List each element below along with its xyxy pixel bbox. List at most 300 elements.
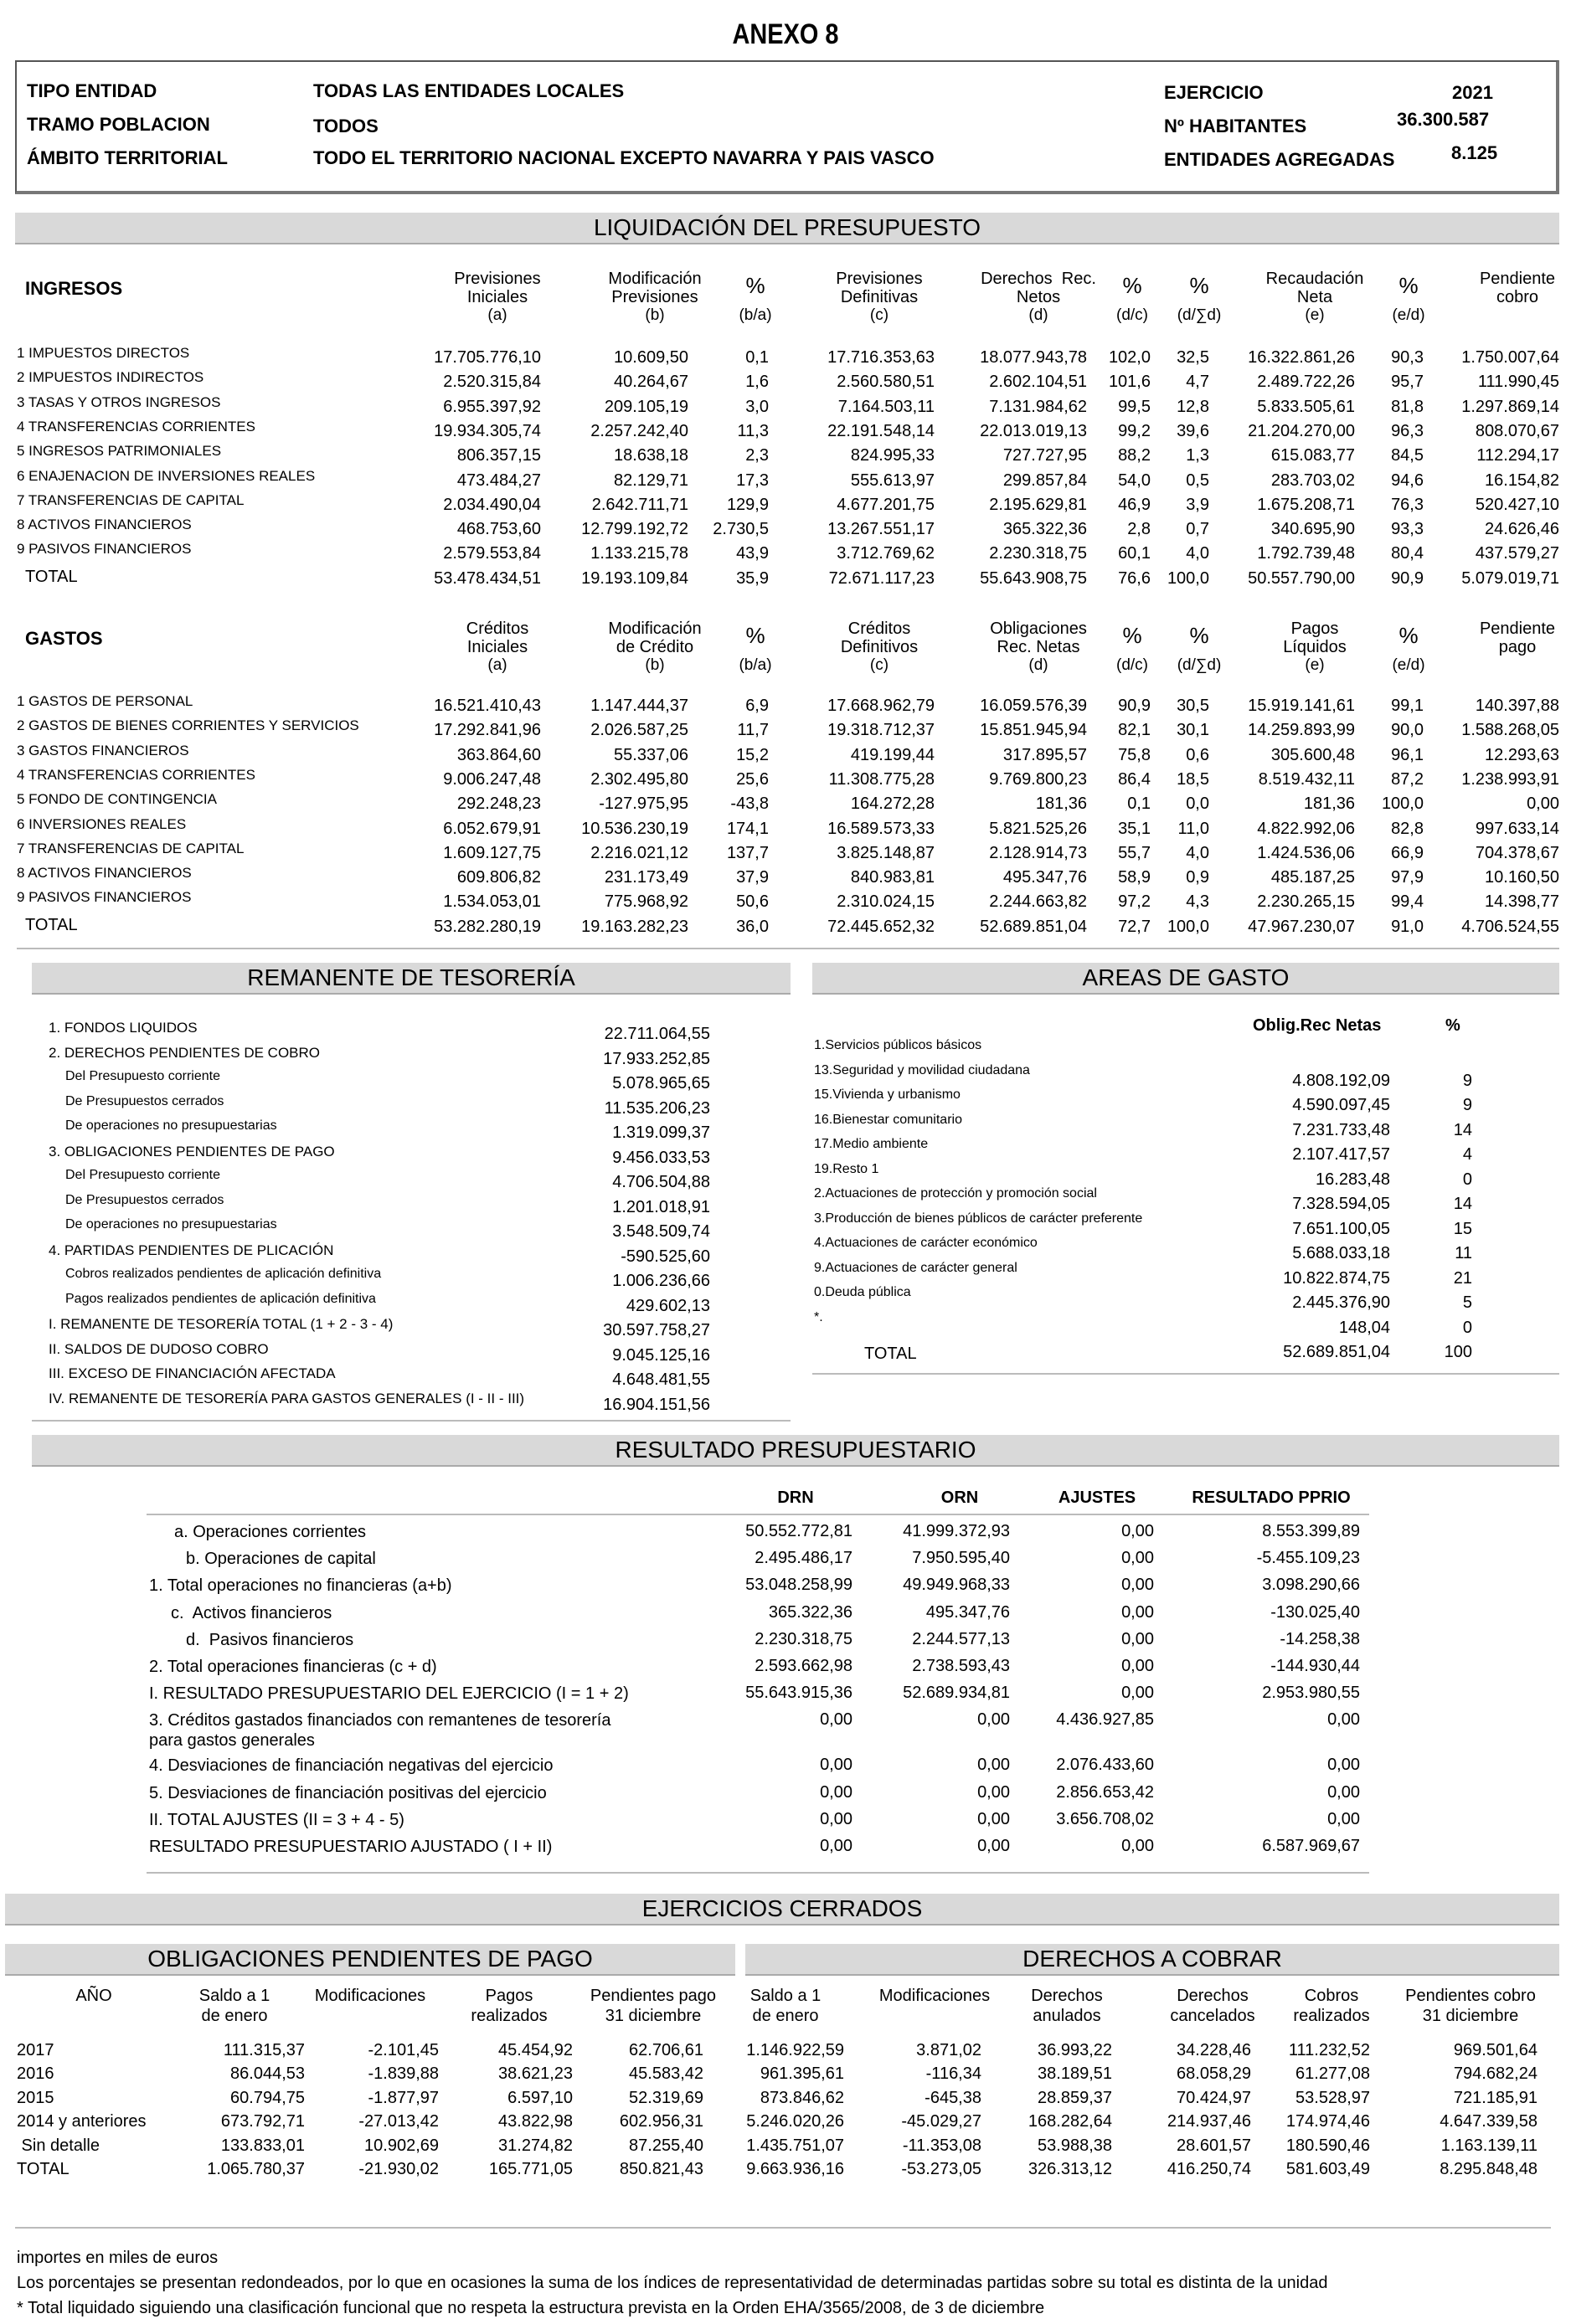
ingresos-cell: 2.730,5 <box>713 520 769 539</box>
resultado-cell: 0,00 <box>1121 1837 1154 1855</box>
ingresos-row-label: 7 TRANSFERENCIAS DE CAPITAL <box>17 491 245 508</box>
gastos-cell: 317.895,57 <box>1002 745 1087 764</box>
areas-row-label: 19.Resto 1 <box>814 1161 879 1176</box>
areas-row-value: 148,04 <box>1338 1318 1390 1337</box>
tipo-entidad-label: TIPO ENTIDAD <box>27 80 157 101</box>
ingresos-col-subheader: (d/∑d) <box>1177 306 1222 324</box>
resultado-cell: 2.856.653,42 <box>1056 1782 1154 1802</box>
gastos-col-subheader: (b) <box>645 656 665 674</box>
oblig-pendientes-title: OBLIGACIONES PENDIENTES DE PAGO <box>5 1944 735 1976</box>
remanente-row-value: 4.706.504,88 <box>612 1173 710 1191</box>
gastos-cell: 30,1 <box>1177 721 1209 740</box>
ingresos-cell: 19.934.305,74 <box>434 421 541 440</box>
agregadas-value: 8.125 <box>1451 142 1498 163</box>
gastos-cell: 30,5 <box>1177 697 1209 715</box>
cerrados-cell: 8.295.848,48 <box>1440 2160 1538 2178</box>
areas-row-value: 16.283,48 <box>1316 1170 1390 1189</box>
ingresos-col-subheader: (b) <box>645 306 665 324</box>
resultado-cell: 0,00 <box>1121 1576 1154 1595</box>
cerrados-cell: 4.647.339,58 <box>1440 2112 1538 2131</box>
ingresos-row-label: 8 ACTIVOS FINANCIEROS <box>17 517 192 533</box>
gastos-col-header: Créditos Iniciales <box>466 620 529 656</box>
gastos-col-subheader: (d) <box>1028 656 1048 674</box>
gastos-cell: 15,2 <box>736 745 769 764</box>
areas-row-label: 4.Actuaciones de carácter económico <box>814 1236 1038 1250</box>
gastos-cell: 363.864,60 <box>456 745 541 764</box>
ingresos-cell: 2.520.315,84 <box>443 373 541 392</box>
ingresos-cell: 88,2 <box>1118 446 1151 465</box>
ingresos-col-subheader: (e) <box>1305 306 1325 324</box>
resultado-cell: 49.949.968,33 <box>903 1576 1010 1595</box>
ingresos-col-header: Pendiente cobro <box>1479 270 1556 306</box>
cerrados-cell: 5.246.020,26 <box>746 2112 844 2131</box>
gastos-row-label: 5 FONDO DE CONTINGENCIA <box>17 791 217 808</box>
cerrados-cell: -21.930,02 <box>358 2160 439 2178</box>
areas-row-pct: 15 <box>1453 1219 1472 1238</box>
ingresos-cell: 50.557.790,00 <box>1248 568 1355 588</box>
ingresos-cell: 808.070,67 <box>1475 421 1559 440</box>
gastos-cell: 840.983,81 <box>850 868 935 887</box>
gastos-cell: -127.975,95 <box>599 794 688 814</box>
ingresos-row-label: 2 IMPUESTOS INDIRECTOS <box>17 369 204 386</box>
remanente-row-label: III. EXCESO DE FINANCIACIÓN AFECTADA <box>49 1365 336 1381</box>
cerrados-cell: 850.821,43 <box>619 2160 703 2178</box>
gastos-cell: 4.706.524,55 <box>1461 917 1559 936</box>
resultado-cell: -144.930,44 <box>1270 1657 1360 1675</box>
ingresos-cell: 96,3 <box>1391 421 1424 440</box>
gastos-cell: 137,7 <box>726 843 769 862</box>
cerrados-col-header: Modificaciones <box>878 1987 991 2005</box>
ingresos-cell: 93,3 <box>1391 520 1424 539</box>
cerrados-cell: 34.228,46 <box>1177 2041 1251 2059</box>
ingresos-col-header: Previsiones Iniciales <box>454 270 541 306</box>
remanente-row-value: 429.602,13 <box>626 1296 710 1315</box>
resultado-row-label: 2. Total operaciones financieras (c + d) <box>149 1658 437 1676</box>
resultado-row-label: c. Activos financieros <box>171 1603 332 1622</box>
gastos-col-subheader: (c) <box>869 656 889 674</box>
ingresos-cell: 84,5 <box>1391 446 1424 465</box>
gastos-col-header: Obligaciones Rec. Netas <box>990 620 1087 656</box>
remanente-row-label: IV. REMANENTE DE TESORERÍA PARA GASTOS GENERALES (I - II - III) <box>49 1390 525 1406</box>
gastos-cell: 99,4 <box>1391 892 1424 912</box>
ingresos-cell: 1.297.869,14 <box>1461 397 1559 416</box>
remanente-row-label: I. REMANENTE DE TESORERÍA TOTAL (1 + 2 - 3 - 4) <box>49 1316 394 1332</box>
resultado-cell: 0,00 <box>1327 1809 1360 1828</box>
resultado-cell: 0,00 <box>820 1809 852 1828</box>
ingresos-cell: 22.013.019,13 <box>980 421 1087 440</box>
areas-row-label: 1.Servicios públicos básicos <box>814 1038 982 1052</box>
ingresos-cell: 468.753,60 <box>456 520 541 539</box>
cerrados-cell: -53.273,05 <box>901 2160 981 2178</box>
gastos-cell: 36,0 <box>736 917 769 936</box>
areas-row-value: 52.689.851,04 <box>1283 1343 1390 1361</box>
ingresos-cell: 11,3 <box>737 421 769 440</box>
gastos-cell: 99,1 <box>1391 697 1424 715</box>
resultado-cell: 0,00 <box>1327 1756 1360 1775</box>
ingresos-col-subheader: (a) <box>487 306 507 324</box>
remanente-row-value: 9.045.125,16 <box>612 1345 710 1365</box>
ingresos-cell: 520.427,10 <box>1475 495 1559 514</box>
resultado-row-label: 3. Créditos gastados financiados con remantenes de tesorería para gastos generales <box>149 1711 611 1751</box>
ingresos-col-header: % <box>745 273 765 298</box>
ingresos-cell: 17.716.353,63 <box>827 348 935 367</box>
ingresos-cell: 2.642.711,71 <box>591 495 688 514</box>
resultado-cell: 0,00 <box>1121 1657 1154 1675</box>
gastos-cell: 16.059.576,39 <box>980 697 1087 715</box>
resultado-row-label: d. Pasivos financieros <box>186 1630 354 1649</box>
gastos-cell: 12.293,63 <box>1485 745 1559 764</box>
cerrados-cell: 53.528,97 <box>1295 2088 1370 2107</box>
ingresos-col-header: Recaudación Neta <box>1265 270 1364 306</box>
areas-row-pct: 5 <box>1462 1293 1472 1312</box>
areas-row-label: *. <box>814 1309 823 1324</box>
resultado-cell: 0,00 <box>1121 1522 1154 1540</box>
resultado-cell: -14.258,38 <box>1280 1629 1360 1648</box>
gastos-cell: 47.967.230,07 <box>1248 917 1355 936</box>
remanente-row-label: Cobros realizados pendientes de aplicación definitiva <box>65 1267 382 1281</box>
cerrados-row-year: 2015 <box>17 2088 54 2107</box>
gastos-cell: 0,0 <box>1186 794 1209 814</box>
footer-note-percentages: Los porcentajes se presentan redondeados, por lo que en ocasiones la suma de los índices de representatividad de determinadas partidas sobre su total es distinta de la unidad <box>17 2274 1328 2292</box>
ingresos-cell: 12,8 <box>1177 397 1209 416</box>
ingresos-cell: 824.995,33 <box>850 446 935 465</box>
ambito-label: ÁMBITO TERRITORIAL <box>27 147 228 168</box>
gastos-cell: 14.398,77 <box>1485 892 1559 912</box>
resultado-cell: 50.552.772,81 <box>745 1522 852 1540</box>
gastos-cell: 6.052.679,91 <box>443 819 541 838</box>
ingresos-cell: 112.294,17 <box>1476 446 1559 465</box>
gastos-cell: 96,1 <box>1391 745 1424 764</box>
cerrados-cell: 45.583,42 <box>629 2064 703 2084</box>
tramo-value: TODOS <box>313 116 379 136</box>
gastos-row-label: 3 GASTOS FINANCIEROS <box>17 742 189 758</box>
resultado-row-label: I. RESULTADO PRESUPUESTARIO DEL EJERCICIO (I = 1 + 2) <box>149 1684 629 1704</box>
gastos-cell: 0,6 <box>1186 745 1209 764</box>
page-title: ANEXO 8 <box>732 18 839 50</box>
agregadas-label: ENTIDADES AGREGADAS <box>1164 149 1395 170</box>
gastos-cell: 100,0 <box>1381 794 1424 814</box>
resultado-cell: 4.436.927,85 <box>1056 1710 1154 1730</box>
gastos-cell: 50,6 <box>736 892 769 912</box>
ingresos-cell: 32,5 <box>1177 348 1209 367</box>
cerrados-cell: -11.353,08 <box>902 2136 981 2155</box>
areas-row-value: 4.808.192,09 <box>1292 1071 1390 1090</box>
resultado-cell: 0,00 <box>820 1837 852 1855</box>
cerrados-cell: 174.974,46 <box>1285 2112 1370 2131</box>
ingresos-col-subheader: (b/a) <box>739 306 772 324</box>
ingresos-cell: 2.602.104,51 <box>989 373 1087 392</box>
ingresos-cell: 35,9 <box>736 568 769 588</box>
gastos-cell: 97,9 <box>1391 868 1424 887</box>
ingresos-cell: 6.955.397,92 <box>443 397 541 416</box>
areas-row-pct: 4 <box>1462 1145 1472 1164</box>
gastos-cell: 292.248,23 <box>456 794 541 814</box>
ingresos-col-header: Previsiones Definitivas <box>836 270 923 306</box>
ingresos-col-subheader: (d/c) <box>1116 306 1148 324</box>
ingresos-cell: 90,3 <box>1391 348 1424 367</box>
resultado-cell: 0,00 <box>977 1782 1010 1802</box>
resultado-cell: 3.656.708,02 <box>1056 1809 1154 1828</box>
gastos-cell: 5.821.525,26 <box>989 819 1087 838</box>
cerrados-row-year: 2014 y anteriores <box>17 2112 147 2131</box>
gastos-cell: 72,7 <box>1118 917 1151 936</box>
gastos-cell: 18,5 <box>1177 769 1209 789</box>
areas-col-pct: % <box>1445 1016 1460 1035</box>
cerrados-cell: 10.902,69 <box>364 2136 439 2155</box>
gastos-cell: 58,9 <box>1118 868 1151 887</box>
ingresos-col-subheader: (e/d) <box>1392 306 1425 324</box>
remanente-row-value: 1.319.099,37 <box>612 1123 710 1142</box>
gastos-col-header: % <box>745 623 765 648</box>
areas-row-pct: 9 <box>1462 1071 1472 1090</box>
remanente-row-label: Pagos realizados pendientes de aplicación definitiva <box>65 1291 376 1306</box>
areas-row-value: 10.822.874,75 <box>1283 1268 1390 1288</box>
ingresos-cell: 46,9 <box>1118 495 1151 514</box>
gastos-cell: 17.668.962,79 <box>827 697 935 715</box>
ingresos-col-subheader: (d) <box>1028 306 1048 324</box>
gastos-cell: 75,8 <box>1118 745 1151 764</box>
remanente-row-value: 9.456.033,53 <box>612 1148 710 1167</box>
resultado-cell: 2.738.593,43 <box>912 1657 1010 1675</box>
resultado-cell: 52.689.934,81 <box>903 1684 1010 1703</box>
gastos-cell: 11,7 <box>737 721 769 740</box>
cerrados-cell: 6.597,10 <box>507 2088 573 2107</box>
areas-row-pct: 0 <box>1462 1318 1472 1337</box>
cerrados-cell: 3.871,02 <box>916 2041 981 2059</box>
resultado-cell: 41.999.372,93 <box>903 1522 1010 1540</box>
footer-note-total: * Total liquidado siguiendo una clasificación funcional que no respeta la estructura prevista en la Orden EHA/3565/2008, de 3 de diciembre <box>17 2299 1045 2317</box>
gastos-cell: 19.163.282,23 <box>581 917 688 936</box>
remanente-row-value: 22.711.064,55 <box>604 1025 710 1043</box>
resultado-cell: 53.048.258,99 <box>745 1576 852 1595</box>
ingresos-cell: 806.357,15 <box>456 446 541 465</box>
remanente-row-value: 16.904.151,56 <box>603 1395 710 1414</box>
gastos-col-subheader: (b/a) <box>739 656 772 674</box>
gastos-cell: 2.244.663,82 <box>989 892 1087 912</box>
gastos-cell: 16.521.410,43 <box>434 697 541 715</box>
gastos-cell: 90,9 <box>1118 697 1151 715</box>
gastos-cell: 2.216.021,12 <box>590 843 688 862</box>
resultado-bottom-line <box>147 1872 1369 1874</box>
gastos-cell: 82,8 <box>1391 819 1424 838</box>
areas-row-label: 15.Vivienda y urbanismo <box>814 1087 961 1102</box>
resultado-cell: 2.076.433,60 <box>1056 1756 1154 1775</box>
ingresos-row-label: 4 TRANSFERENCIAS CORRIENTES <box>17 418 255 434</box>
liquidacion-title: LIQUIDACIÓN DEL PRESUPUESTO <box>15 213 1559 244</box>
cerrados-cell: 52.319,69 <box>629 2088 703 2107</box>
resultado-cell: 8.553.399,89 <box>1262 1522 1360 1540</box>
ingresos-cell: 72.671.117,23 <box>828 568 935 588</box>
gastos-cell: 53.282.280,19 <box>434 917 541 936</box>
gastos-row-label: 8 ACTIVOS FINANCIEROS <box>17 865 192 882</box>
resultado-cell: 2.244.577,13 <box>912 1629 1010 1648</box>
ingresos-cell: 1,6 <box>745 373 769 392</box>
cerrados-cell: 602.956,31 <box>619 2112 703 2131</box>
resultado-row-label: II. TOTAL AJUSTES (II = 3 + 4 - 5) <box>149 1810 404 1829</box>
resultado-cell: -130.025,40 <box>1270 1602 1360 1622</box>
cerrados-cell: 180.590,46 <box>1285 2136 1370 2155</box>
ingresos-cell: 43,9 <box>736 544 769 563</box>
gastos-cell: 0,9 <box>1186 868 1209 887</box>
gastos-cell: 35,1 <box>1118 819 1151 838</box>
remanente-title: REMANENTE DE TESORERÍA <box>32 963 791 995</box>
resultado-cell: 0,00 <box>1121 1629 1154 1648</box>
gastos-cell: 231.173,49 <box>604 868 688 887</box>
ingresos-cell: 17,3 <box>736 470 769 490</box>
gastos-cell: 174,1 <box>726 819 769 838</box>
ingresos-cell: 40.264,67 <box>614 373 688 392</box>
cerrados-cell: 60.794,75 <box>230 2088 305 2107</box>
areas-row-pct: 0 <box>1462 1170 1472 1189</box>
cerrados-col-header: Modificaciones <box>314 1987 426 2005</box>
gastos-cell: 10.160,50 <box>1485 868 1559 887</box>
ingresos-cell: 2.489.722,26 <box>1257 373 1355 392</box>
gastos-section-label: GASTOS <box>25 628 103 649</box>
ingresos-cell: 299.857,84 <box>1002 470 1087 490</box>
cerrados-row-year: 2016 <box>17 2064 54 2084</box>
cerrados-cell: 111.232,52 <box>1288 2041 1370 2059</box>
gastos-cell: 181,36 <box>1035 794 1087 814</box>
ingresos-cell: 24.626,46 <box>1485 520 1559 539</box>
resultado-cell: 0,00 <box>977 1837 1010 1855</box>
areas-row-label: 16.Bienestar comunitario <box>814 1112 962 1127</box>
resultado-col-header: ORN <box>940 1488 979 1507</box>
gastos-cell: 2.230.265,15 <box>1257 892 1355 912</box>
cerrados-cell: 36.993,22 <box>1038 2041 1112 2059</box>
ingresos-cell: 365.322,36 <box>1002 520 1087 539</box>
tipo-entidad-value: TODAS LAS ENTIDADES LOCALES <box>313 80 625 101</box>
cerrados-col-header: Saldo a 1 de enero <box>198 1987 270 2025</box>
cerrados-cell: 38.189,51 <box>1038 2064 1112 2084</box>
ingresos-cell: 1.792.739,48 <box>1257 544 1355 563</box>
gastos-cell: 6,9 <box>745 697 769 715</box>
cerrados-row-year: TOTAL <box>17 2160 70 2178</box>
gastos-cell: 1.609.127,75 <box>443 843 541 862</box>
cerrados-cell: 1.065.780,37 <box>207 2160 305 2178</box>
gastos-row-label: 2 GASTOS DE BIENES CORRIENTES Y SERVICIOS <box>17 717 359 734</box>
ingresos-cell: 90,9 <box>1391 568 1424 588</box>
remanente-row-label: De operaciones no presupuestarias <box>65 1217 277 1231</box>
ingresos-cell: 13.267.551,17 <box>827 520 935 539</box>
gastos-row-label: 6 INVERSIONES REALES <box>17 815 187 832</box>
cerrados-cell: -645,38 <box>925 2088 981 2107</box>
ingresos-col-header: % <box>1398 273 1419 298</box>
ingresos-cell: 727.727,95 <box>1002 446 1087 465</box>
gastos-cell: 11,0 <box>1177 819 1209 838</box>
resultado-row-label: 5. Desviaciones de financiación positivas del ejercicio <box>149 1783 547 1802</box>
areas-row-value: 7.651.100,05 <box>1292 1219 1390 1238</box>
cerrados-cell: 165.771,05 <box>488 2160 573 2178</box>
ingresos-cell: 0,1 <box>745 348 769 367</box>
cerrados-cell: 168.282,64 <box>1028 2112 1112 2131</box>
gastos-cell: 97,2 <box>1118 892 1151 912</box>
ingresos-cell: 7.131.984,62 <box>989 397 1087 416</box>
gastos-col-header: Créditos Definitivos <box>840 620 919 656</box>
gastos-col-header: Pagos Líquidos <box>1283 620 1347 656</box>
gastos-cell: 164.272,28 <box>850 794 935 814</box>
gastos-cell: 419.199,44 <box>850 745 935 764</box>
ingresos-col-header: % <box>1122 273 1142 298</box>
ingresos-cell: 2.579.553,84 <box>443 544 541 563</box>
cerrados-col-header: Derechos cancelados <box>1170 1987 1255 2025</box>
cerrados-col-header: Pagos realizados <box>471 1987 548 2025</box>
gastos-cell: 775.968,92 <box>604 892 688 912</box>
remanente-row-label: II. SALDOS DE DUDOSO COBRO <box>49 1340 269 1357</box>
ingresos-col-subheader: (c) <box>869 306 889 324</box>
resultado-row-label: RESULTADO PRESUPUESTARIO AJUSTADO ( I + II) <box>149 1838 553 1856</box>
ingresos-cell: 39,6 <box>1177 421 1209 440</box>
resultado-title: RESULTADO PRESUPUESTARIO <box>32 1435 1559 1467</box>
ingresos-cell: 82.129,71 <box>614 470 688 490</box>
gastos-cell: 8.519.432,11 <box>1258 769 1355 789</box>
cerrados-cell: 214.937,46 <box>1167 2112 1251 2131</box>
ingresos-cell: 12.799.192,72 <box>581 520 688 539</box>
cerrados-cell: 38.621,23 <box>498 2064 573 2084</box>
gastos-cell: 82,1 <box>1118 721 1151 740</box>
gastos-cell: 0,1 <box>1127 794 1151 814</box>
gastos-cell: 100,0 <box>1167 917 1209 936</box>
gastos-cell: 140.397,88 <box>1475 697 1559 715</box>
resultado-row-label: 1. Total operaciones no financieras (a+b) <box>149 1576 452 1596</box>
derechos-cobrar-title: DERECHOS A COBRAR <box>745 1944 1559 1976</box>
resultado-cell: 2.593.662,98 <box>755 1657 852 1675</box>
cerrados-cell: 969.501,64 <box>1453 2041 1538 2059</box>
areas-row-label: 2.Actuaciones de protección y promoción social <box>814 1186 1097 1201</box>
resultado-cell: 0,00 <box>977 1809 1010 1828</box>
remanente-row-label: 4. PARTIDAS PENDIENTES DE PLICACIÓN <box>49 1242 334 1258</box>
gastos-cell: 609.806,82 <box>456 868 541 887</box>
resultado-row-label: 4. Desviaciones de financiación negativas del ejercicio <box>149 1756 554 1776</box>
areas-row-label: TOTAL <box>864 1345 917 1363</box>
resultado-cell: 0,00 <box>820 1756 852 1775</box>
cerrados-cell: 28.859,37 <box>1038 2088 1112 2107</box>
gastos-cell: 4,3 <box>1186 892 1209 912</box>
ingresos-cell: 7.164.503,11 <box>837 397 935 416</box>
remanente-row-label: 2. DERECHOS PENDIENTES DE COBRO <box>49 1044 321 1061</box>
ingresos-cell: 129,9 <box>726 495 769 514</box>
gastos-cell: 4.822.992,06 <box>1257 819 1355 838</box>
ingresos-cell: 81,8 <box>1391 397 1424 416</box>
gastos-row-label: 9 PASIVOS FINANCIEROS <box>17 889 192 906</box>
ingresos-cell: 2,8 <box>1127 520 1151 539</box>
gastos-cell: 66,9 <box>1391 843 1424 862</box>
ingresos-cell: 19.193.109,84 <box>581 568 688 588</box>
ingresos-cell: 2.230.318,75 <box>989 544 1087 563</box>
ingresos-cell: 10.609,50 <box>614 348 688 367</box>
gastos-row-label: 7 TRANSFERENCIAS DE CAPITAL <box>17 840 245 856</box>
gastos-col-header: Pendiente pago <box>1479 620 1556 656</box>
resultado-cell: 55.643.915,36 <box>745 1684 852 1703</box>
ingresos-cell: 209.105,19 <box>604 397 688 416</box>
cerrados-cell: 1.435.751,07 <box>746 2136 844 2155</box>
ingresos-cell: 16.322.861,26 <box>1248 348 1355 367</box>
resultado-cell: 0,00 <box>1121 1684 1154 1703</box>
cerrados-cell: 62.706,61 <box>629 2041 703 2059</box>
section-divider <box>17 948 1559 949</box>
ingresos-cell: 21.204.270,00 <box>1248 421 1355 440</box>
cerrados-cell: 133.833,01 <box>220 2136 305 2155</box>
gastos-col-subheader: (e) <box>1305 656 1325 674</box>
resultado-cell: 0,00 <box>1327 1782 1360 1802</box>
ingresos-cell: 94,6 <box>1391 470 1424 490</box>
gastos-row-label: 4 TRANSFERENCIAS CORRIENTES <box>17 766 255 783</box>
gastos-cell: 90,0 <box>1391 721 1424 740</box>
ingresos-cell: 283.703,02 <box>1270 470 1355 490</box>
gastos-cell: 0,00 <box>1527 794 1559 814</box>
remanente-row-value: 30.597.758,27 <box>603 1321 710 1339</box>
cerrados-col-header: AÑO <box>75 1987 112 2005</box>
ejercicio-value: 2021 <box>1452 82 1493 103</box>
